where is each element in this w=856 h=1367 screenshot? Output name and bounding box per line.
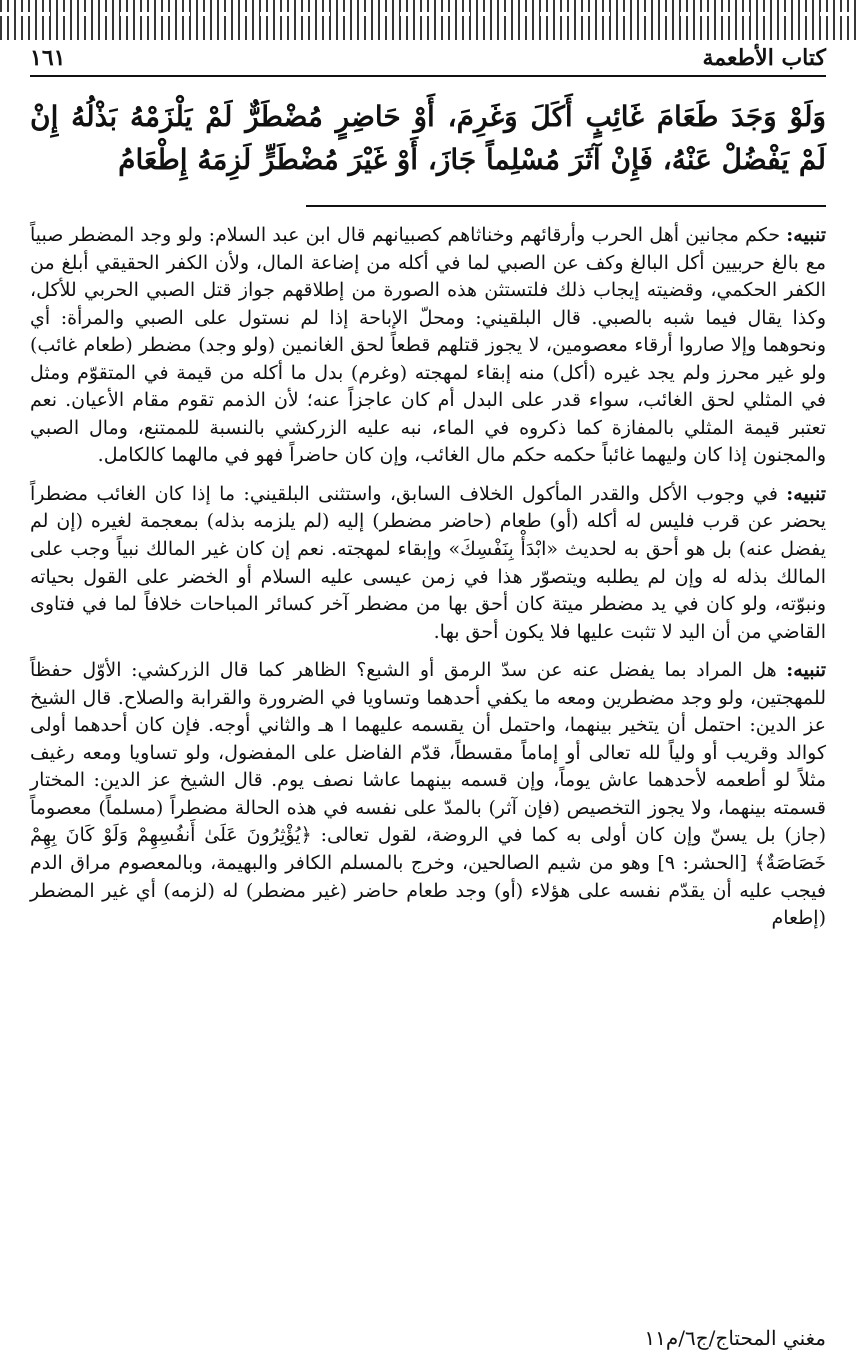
- commentary-paragraph: [30, 481, 826, 646]
- matn-text: وَلَوْ وَجَدَ طَعَامَ غَائِبٍ أَكَلَ وَغَرِمَ، أَوْ حَاضِرٍ مُضْطَرٌّ لَمْ يَلْزَمْهُ بَذْلُهُ إِنْ لَمْ يَفْضُلْ عَنْهُ، فَإِنْ آثَرَ مُسْلِماً جَازَ، أَوْ غَيْرَ مُضْطَرٍّ لَزِمَهُ إِطْعَامُ: [30, 100, 826, 177]
- commentary-paragraph: [30, 657, 826, 932]
- paragraph-text: في وجوب الأكل والقدر المأكول الخلاف السابق، واستثنى البلقيني: ما إذا كان الغائب مضطراً يحضر عن قرب فليس له أكله (أو) طعام (حاضر مضطر) إليه (لم يلزمه بذله) بمعجمة لغيره (إن لم يفضل عنه) بل هو أحق به لحديث «ابْدَأْ بِنَفْسِكَ» وإبقاء لمهجته. نعم إن كان غير المالك نبياً وجب على المالك بذله له وإن لم يطلبه ويتصوّر هذا في زمن عيسى عليه السلام أو الخضر على القول بحياته ونبوّته، ولو كان في يد مضطر ميتة كان أحق بها من مضطر آخر كسائر المباحات خلافاً لما في فتاوى القاضي من أن اليد لا تثبت عليها فلا يكون أحق بها.: [30, 482, 827, 643]
- page-number: ١٦١: [30, 45, 66, 71]
- commentary: [30, 222, 826, 944]
- commentary-paragraph: [30, 222, 826, 470]
- paragraph-text: هل المراد بما يفضل عنه عن سدّ الرمق أو الشبع؟ الظاهر كما قال الزركشي: الأوّل حفظاً للمهجتين، ولو وجد مضطرين ومعه ما يكفي أحدهما وتساويا في الضرورة والقرابة والصلاح. قال الشيخ عز الدين: احتمل أن يتخير بينهما، واحتمل أن يقسمه عليهما ا هـ والثاني أوجه. فإن كان أحدهما أولى كوالد وقريب أو ولياً لله تعالى أو إماماً مقسطاً، قدّم الفاضل على المفضول، ولو تساويا ومعه رغيف مثلاً لو أطعمه لأحدهما عاش يوماً، وإن قسمه بينهما عاشا نصف يوم. قال الشيخ عز الدين: المختار قسمته بينهما، ولا يجوز التخصيص (فإن آثر) بالمدّ على نفسه في هذه الحالة مضطراً (مسلماً) معصوماً (جاز) بل يسنّ وإن كان أولى به كما في الروضة، لقول تعالى: ﴿يُؤْثِرُونَ عَلَىٰ أَنفُسِهِمْ وَلَوْ كَانَ بِهِمْ خَصَاصَةٌ﴾ [الحشر: ٩] وهو من شيم الصالحين، وخرج بالمسلم الكافر والبهيمة، وبالمعصوم مراق الدم فيجب عليه أن يقدّم نفسه على هؤلاء (أو) وجد طعام حاضر (غير مضطر) له (لزمه) أي غير المضطر (إطعام: [30, 659, 827, 930]
- note-label: تنبيه:: [786, 659, 826, 682]
- matn-divider: [306, 205, 826, 207]
- page-signature: مغني المحتاج/ج٦/م١١: [644, 1326, 826, 1350]
- decorative-border: [0, 0, 856, 40]
- note-label: تنبيه:: [786, 482, 826, 505]
- header-divider: [30, 75, 826, 77]
- note-label: تنبيه:: [786, 224, 826, 246]
- page-header: [30, 42, 826, 74]
- paragraph-text: حكم مجانين أهل الحرب وأرقائهم وخناثاهم كصبيانهم قال ابن عبد السلام: ولو وجد المضطر صبياً مع بالغ حربيين أكل البالغ وكف عن الصبي لما في أكله من إضاعة المال، ولأن الكفر الحقيقي أبلغ من الكفر الحكمي، وقضيته إيجاب ذلك فلتستثن هذه الصورة من إطلاقهم جواز قتل الصبي الحربي للأكل، وكذا يقال فيما شبه بالصبي. قال البلقيني: ومحلّ الإباحة إذا لم نستول على الصبي والمرأة: أي ونحوهما وإلا صاروا أرقاء معصومين، لا يجوز قتلهم قطعاً لحق الغانمين (ولو وجد) مضطر (طعام غائب) ولو غير محرز ولم يجد غيره (أكل) منه إبقاء لمهجته (وغرم) بدل ما أكله من قيمة في المتقوّم ومثل في المثلي لحق الغائب، سواء قدر على البدل أم كان عاجزاً عنه؛ لأن الذمم تقوم مقام الأعيان. نعم تعتبر قيمة المثلي بالمفازة كما ذكروه في الماء، نبه عليه الزركشي بالنسبة للممتنع، ومال الصبي والمجنون إذا كان وليهما غائباً حكمه حكم مال الغائب، وإن كان حاضراً فهو في مالهما كالكامل.: [30, 224, 826, 467]
- book-title: كتاب الأطعمة: [702, 45, 826, 71]
